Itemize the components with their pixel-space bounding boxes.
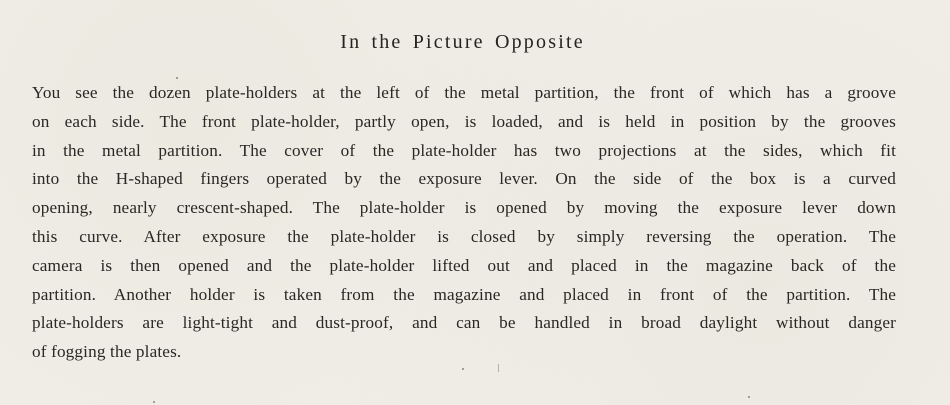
- page-heading: In the Picture Opposite: [340, 31, 585, 53]
- paragraph-line: of fogging the plates.: [32, 342, 182, 362]
- paragraph-line: You see the dozen plate-holders at the left of the metal partition, the front of which has a groove: [32, 83, 896, 102]
- paper-speck: [462, 368, 464, 370]
- paragraph-line: this curve. After exposure the plate-holder is closed by simply reversing the operation. The: [32, 226, 896, 246]
- paper-speck: [748, 396, 750, 398]
- paper-speck: [176, 77, 178, 79]
- paragraph-line: camera is then opened and the plate-holder lifted out and placed in the magazine back of the: [32, 255, 896, 275]
- paper-speck: [498, 364, 499, 372]
- paragraph-line: plate-holders are light-tight and dust-proof, and can be handled in broad daylight without danger: [32, 313, 896, 333]
- paragraph-line: opening, nearly crescent-shaped. The plate-holder is opened by moving the exposure lever down: [32, 198, 896, 218]
- paragraph-line: in the metal partition. The cover of the plate-holder has two projections at the sides, which fit: [32, 140, 896, 160]
- body-paragraph: [32, 79, 896, 367]
- paragraph-line: on each side. The front plate-holder, partly open, is loaded, and is held in position by the grooves: [32, 111, 896, 131]
- paragraph-line: partition. Another holder is taken from the magazine and placed in front of the partition. The: [32, 284, 896, 304]
- paragraph-line: into the H-shaped fingers operated by the exposure lever. On the side of the box is a curved: [32, 169, 896, 189]
- paper-speck: [153, 401, 155, 403]
